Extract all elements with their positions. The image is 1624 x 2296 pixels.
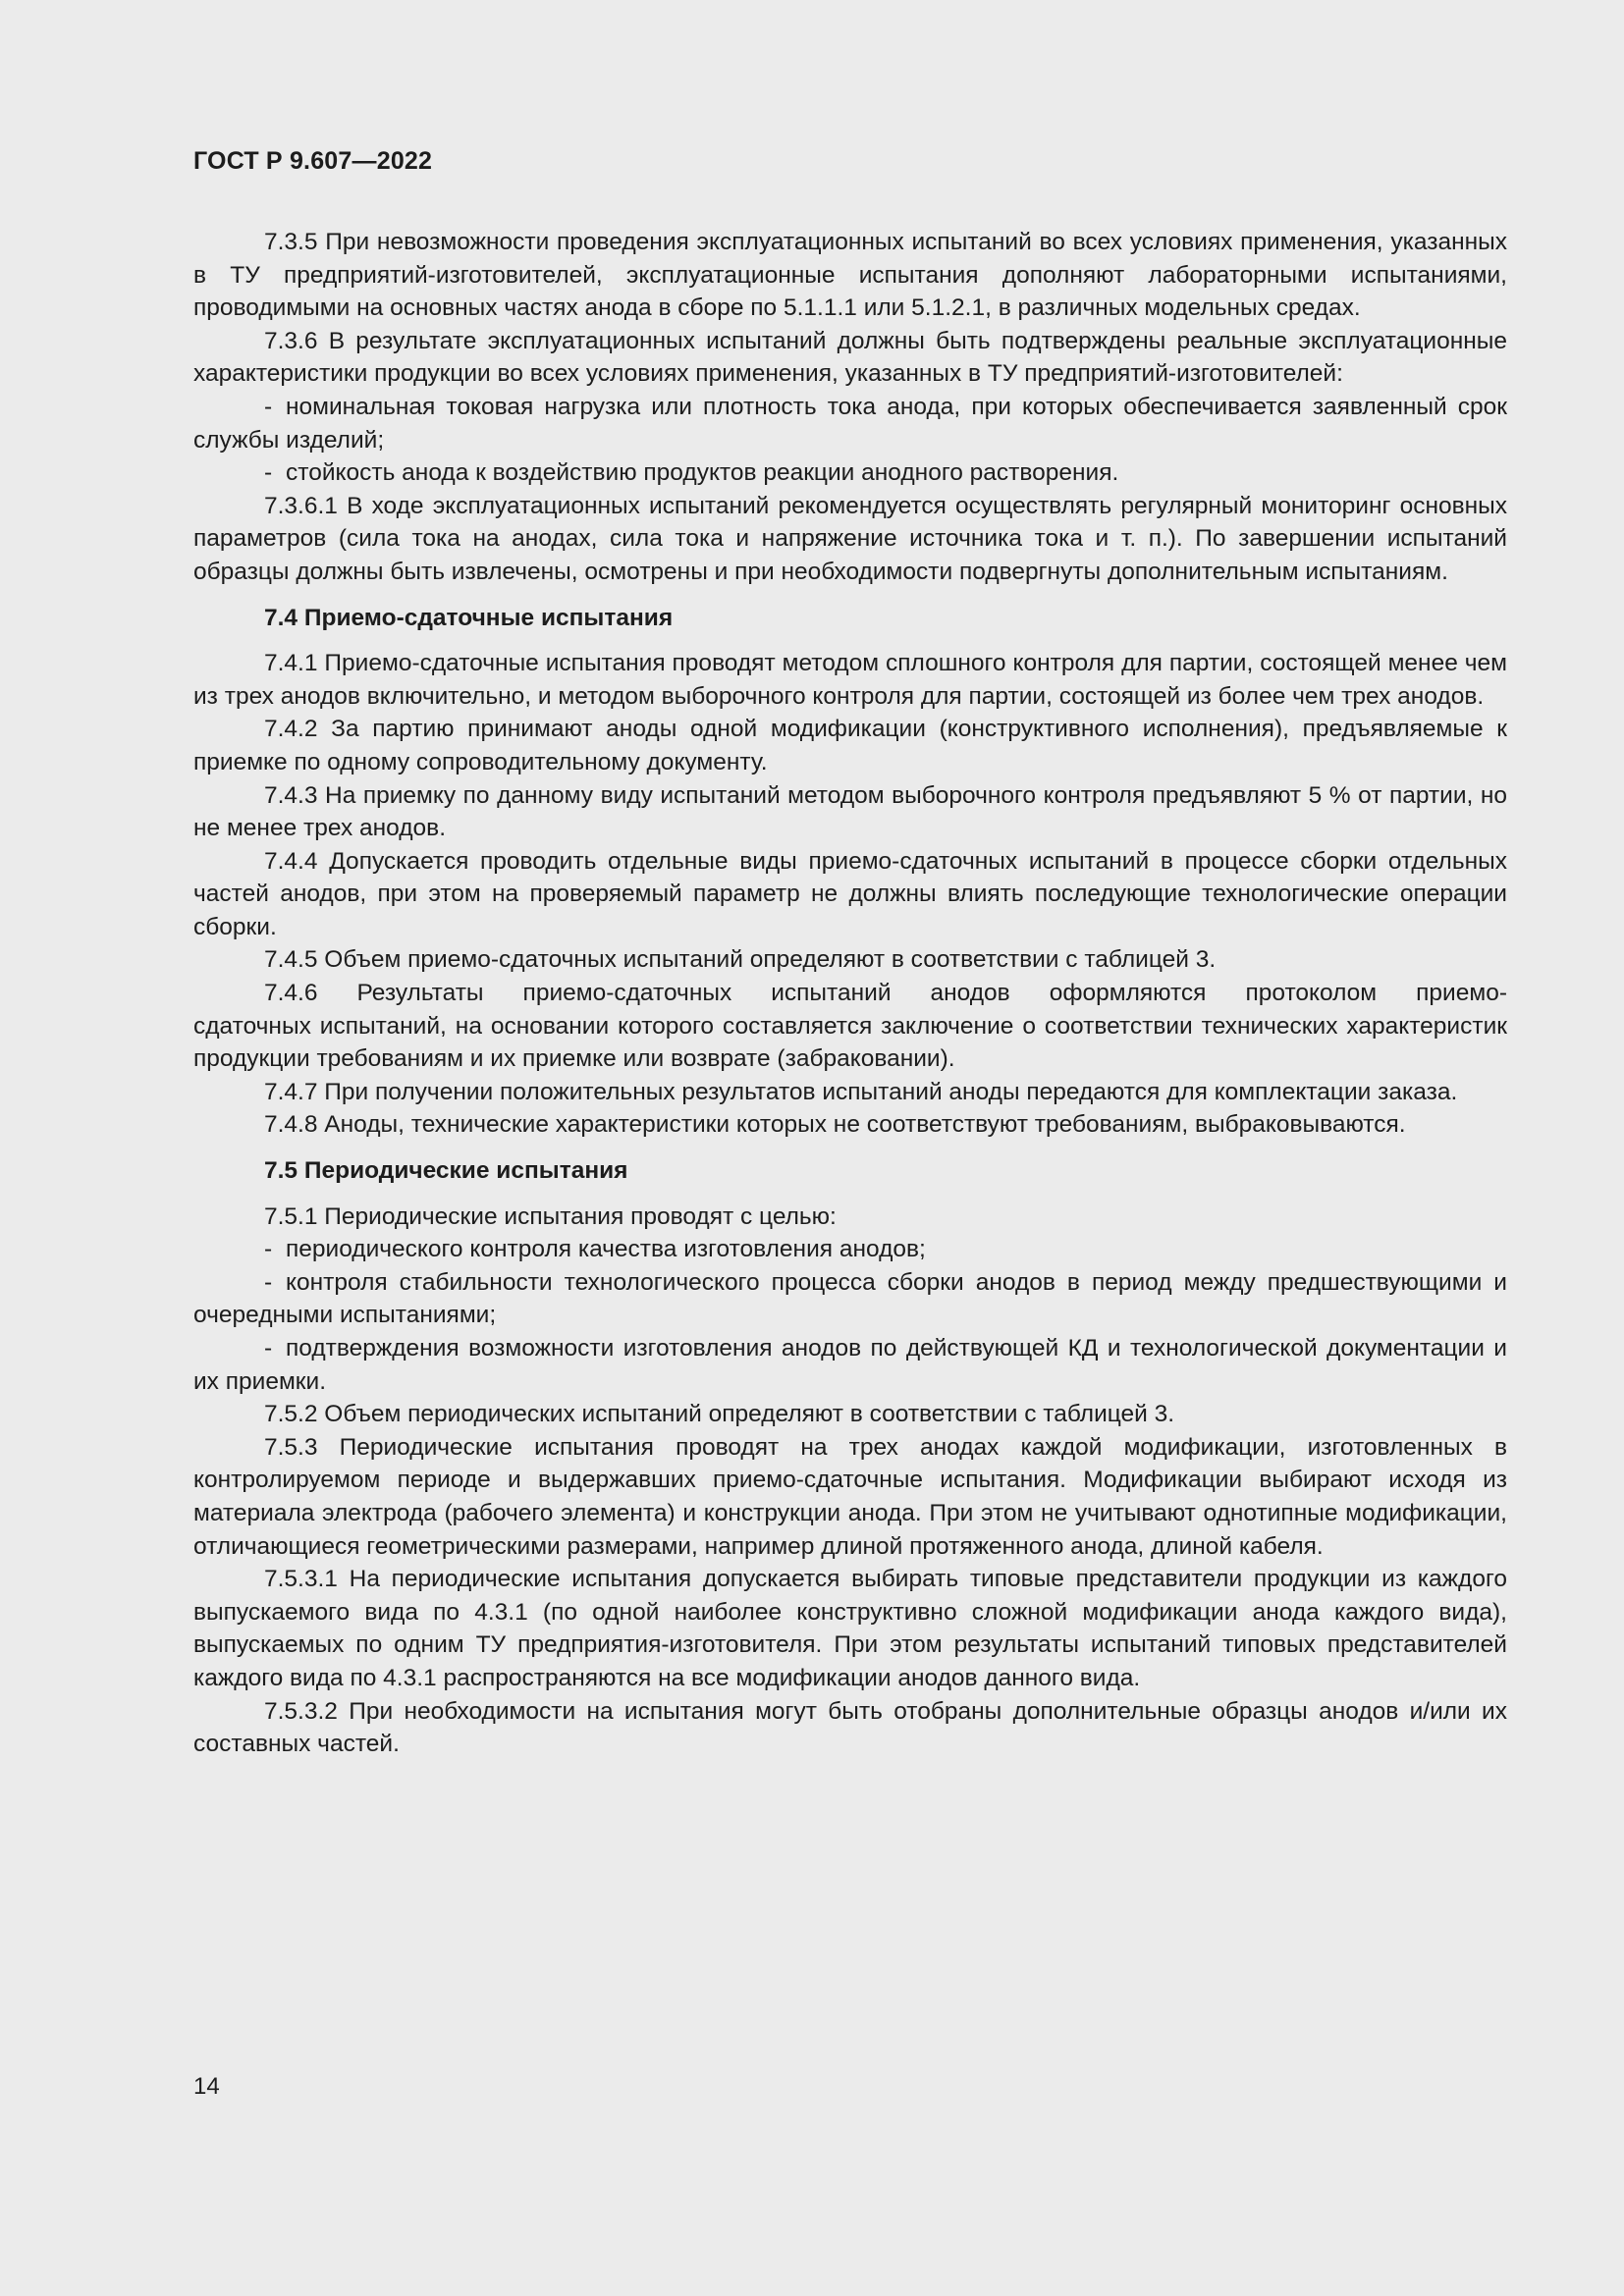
paragraph-7-4-8: 7.4.8 Аноды, технические характеристики которых не соответствуют требованиям, выбраковываются. [264,1111,1406,1139]
paragraph-7-5-1: 7.5.1 Периодические испытания проводят с целью: [264,1202,837,1230]
paragraph-7-5-3-2: 7.5.3.2 При необходимости на испытания могут быть отобраны дополнительные образцы анодов и/или их составных частей. [193,1697,1507,1758]
paragraph-7-3-5: 7.3.5 При невозможности проведения эксплуатационных испытаний во всех условиях применения, указанных в ТУ предприятий-изготовителей, эксплуатационные испытания дополняют лабораторными испытаниями, проводимыми на основных частях анода в сборе по 5.1.1.1 или 5.1.2.1, в различных модельных средах. [193,229,1507,322]
paragraph-7-4-3: 7.4.3 На приемку по данному виду испытаний методом выборочного контроля предъявляют 5 % от партии, но не менее трех анодов. [193,781,1507,842]
list-item-text: номинальная токовая нагрузка или плотность тока анода, при которых обеспечивается заявленный срок службы изделий; [193,393,1507,454]
document-page [193,0,1507,2296]
paragraph-7-4-1: 7.4.1 Приемо-сдаточные испытания проводят методом сплошного контроля для партии, состоящей менее чем из трех анодов включительно, и методом выборочного контроля для партии, состоящей из более чем трех анодов. [193,650,1507,710]
paragraph-7-3-6: 7.3.6 В результате эксплуатационных испытаний должны быть подтверждены реальные эксплуатационные характеристики продукции во всех условиях применения, указанных в ТУ предприятий-изготовителей: [193,327,1507,388]
list-dash: - [264,459,273,487]
paragraph-7-5-3-1: 7.5.3.1 На периодические испытания допускается выбирать типовые представители продукции из каждого выпускаемого вида по 4.3.1 (по одной наиболее конструктивно сложной модификации анода каждого вида), выпускаемых по одним ТУ предприятия-изготовителя. При этом результаты испытаний типовых представителей каждого вида по 4.3.1 распространяются на все модификации анодов данного вида. [193,1566,1507,1691]
paragraph-7-3-6-1: 7.3.6.1 В ходе эксплуатационных испытаний рекомендуется осуществлять регулярный мониторинг основных параметров (сила тока на анодах, сила тока и напряжение источника тока и т. п.). По завершении испытаний образцы должны быть извлечены, осмотрены и при необходимости подвергнуты дополнительным испытаниям. [193,492,1507,585]
document-body [193,226,1507,1761]
paragraph-7-5-3: 7.5.3 Периодические испытания проводят на трех анодах каждой модификации, изготовленных в контролируемом периоде и выдержавших приемо-сдаточные испытания. Модификации выбирают исходя из материала электрода (рабочего элемента) и конструкции анода. При этом не учитывают однотипные модификации, отличающиеся геометрическими размерами, например длиной протяженного анода, длиной кабеля. [193,1433,1507,1560]
paragraph-7-5-2: 7.5.2 Объем периодических испытаний определяют в соответствии с таблицей 3. [264,1401,1175,1428]
list-item [193,456,1507,490]
paragraph-7-4-2: 7.4.2 За партию принимают аноды одной модификации (конструктивного исполнения), предъявляемые к приемке по одному сопроводительному документу. [193,716,1507,775]
list-item-text: контроля стабильности технологического процесса сборки анодов в период между предшествующими и очередными испытаниями; [193,1268,1507,1329]
list-dash: - [264,1335,273,1362]
list-item-text: стойкость анода к воздействию продуктов реакции анодного растворения. [286,459,1119,487]
list-dash: - [264,1236,273,1263]
page-number: 14 [193,2073,220,2100]
paragraph-7-4-4: 7.4.4 Допускается проводить отдельные виды приемо-сдаточных испытаний в процессе сборки отдельных частей анодов, при этом на проверяемый параметр не должны влиять последующие технологические операции сборки. [193,847,1507,940]
document-code-header: ГОСТ Р 9.607—2022 [193,147,433,175]
section-heading-7-5: 7.5 Периодические испытания [264,1157,628,1185]
paragraph-7-4-7: 7.4.7 При получении положительных результатов испытаний аноды передаются для комплектации заказа. [264,1078,1458,1105]
list-item [193,1332,1507,1398]
list-dash: - [264,1268,273,1296]
list-item-text: подтверждения возможности изготовления анодов по действующей КД и технологической документации и их приемки. [193,1335,1507,1395]
paragraph-7-4-6-continuation: сдаточных испытаний, на основании которого составляется заключение о соответствии технических характеристик продукции требованиям и их приемке или возврате (забраковании). [193,1012,1507,1073]
section-heading-7-4: 7.4 Приемо-сдаточные испытания [264,604,674,631]
list-item-text: периодического контроля качества изготовления анодов; [286,1236,926,1263]
list-item [193,1233,1507,1266]
list-dash: - [264,393,273,420]
list-item [193,391,1507,456]
list-item [193,1266,1507,1332]
paragraph-7-4-6-first-line: 7.4.6 Результаты приемо-сдаточных испытаний анодов оформляются протоколом приемо- [264,980,1507,1007]
paragraph-7-4-5: 7.4.5 Объем приемо-сдаточных испытаний определяют в соответствии с таблицей 3. [264,946,1217,974]
